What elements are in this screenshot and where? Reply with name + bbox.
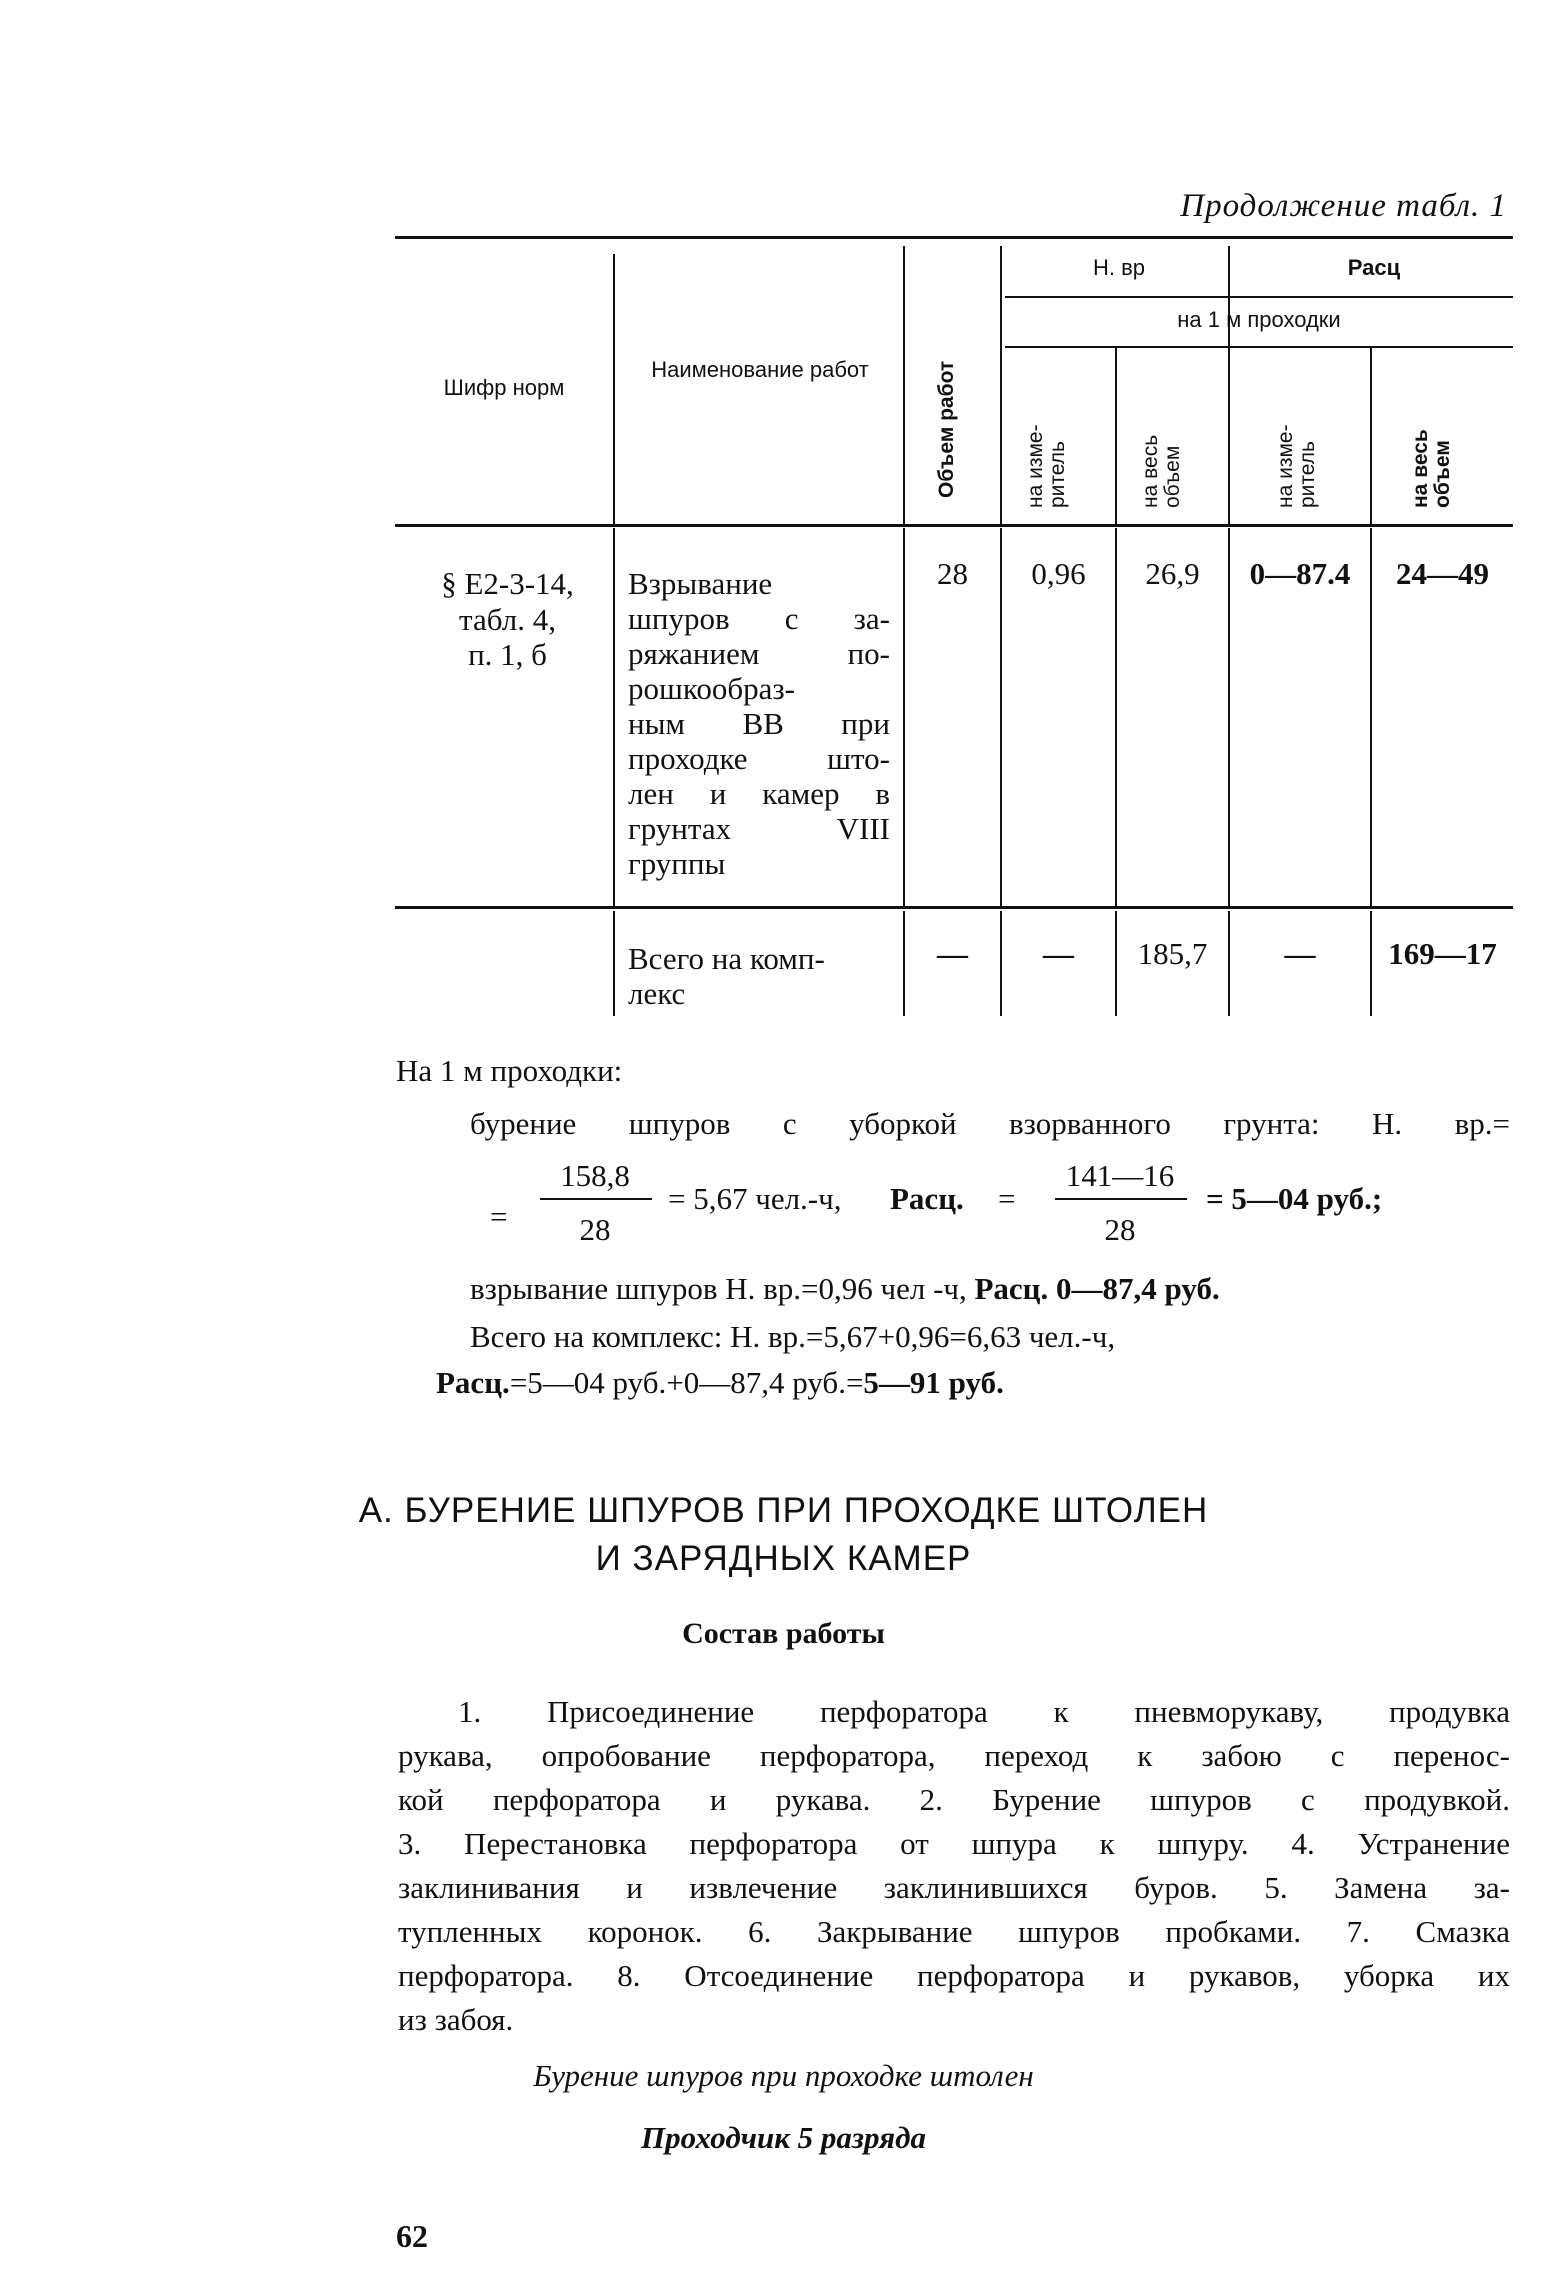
paragraph-line: тупленных коронок. 6. Закрывание шпуров пробками. 7. Смазка <box>398 1914 1510 1949</box>
row-time-total: 26,9 <box>1145 556 1200 591</box>
fraction-bar <box>1055 1198 1187 1200</box>
section-subtitle: Состав работы <box>682 1617 885 1650</box>
calc-rate-label: Расц. <box>890 1181 964 1216</box>
paragraph-line: кой перфоратора и рукава. 2. Бурение шпуров с продувкой. <box>398 1782 1510 1817</box>
header-time-unit: на изме- ритель <box>1024 424 1070 508</box>
fraction-bar <box>540 1198 652 1200</box>
group-header-rule <box>1005 296 1513 298</box>
col-divider <box>613 911 615 1016</box>
calc-intro: На 1 м проходки: <box>396 1053 623 1088</box>
row-name-line: Взрывание <box>628 566 773 601</box>
col-divider <box>903 246 905 526</box>
row-rate-total: 24—49 <box>1396 556 1489 591</box>
calc-blast-rate: Расц. 0—87,4 руб. <box>974 1271 1220 1306</box>
calc-total-rate-result: 5—91 руб. <box>863 1365 1004 1400</box>
row-bottom-rule <box>395 906 1513 909</box>
subsection-italic-title: Бурение шпуров при проходке штолен <box>533 2058 1034 2093</box>
row-name-line: ряжанием по- <box>628 636 890 671</box>
row-code-line: табл. 4, <box>459 601 556 637</box>
row-name-line: ным ВВ при <box>628 706 890 741</box>
paragraph-line: заклинивания и извлечение заклинившихся буров. 5. Замена за- <box>398 1870 1510 1905</box>
col-divider <box>613 254 615 526</box>
total-time-unit: — <box>1043 936 1074 971</box>
row-name-line: грунтах VIII <box>628 811 890 846</box>
calc-total-rate-expr: =5—04 руб.+0—87,4 руб.= <box>509 1365 864 1400</box>
section-title-line2: И ЗАРЯДНЫХ КАМЕР <box>595 1539 972 1578</box>
col-divider <box>1000 246 1002 526</box>
header-time-total: на весь объем <box>1139 434 1185 508</box>
col-divider <box>613 528 615 906</box>
calc-drill-line: бурение шпуров с уборкой взорванного грунта: Н. вр.= <box>470 1106 1510 1141</box>
header-volume: Объем работ <box>935 360 958 498</box>
row-name-line: рошкообраз- <box>628 671 795 706</box>
calc-eq2: = <box>998 1181 1016 1216</box>
header-code: Шифр норм <box>443 375 565 400</box>
row-rate-unit: 0—87.4 <box>1249 556 1351 591</box>
header-name: Наименование работ <box>651 357 869 382</box>
total-name-line: Всего на комп- <box>628 941 825 976</box>
norms-table <box>395 236 1513 1016</box>
table-top-rule <box>395 236 1513 239</box>
calc-total-rate <box>436 1364 1004 1401</box>
header-time-group: Н. вр <box>1092 255 1146 280</box>
total-name <box>628 941 890 1011</box>
row-code-line: § Е2-3-14, <box>441 566 574 601</box>
header-rate-unit: на изме- ритель <box>1274 424 1320 508</box>
calc-blast-line <box>470 1270 1220 1307</box>
total-time-total: 185,7 <box>1137 936 1208 971</box>
table-continuation-caption: Продолжение табл. 1 <box>1180 188 1507 224</box>
section-title-line1: А. БУРЕНИЕ ШПУРОВ ПРИ ПРОХОДКЕ ШТОЛЕН <box>358 1491 1209 1530</box>
paragraph-line: 1. Присоединение перфоратора к пневморукаву, продувка <box>458 1694 1510 1729</box>
paragraph-line: 3. Перестановка перфоратора от шпура к шпуру. 4. Устранение <box>398 1826 1510 1861</box>
total-volume: — <box>937 936 968 971</box>
row-code-line: п. 1, б <box>468 637 547 673</box>
work-composition-paragraph <box>398 1690 1510 2042</box>
calc-blast-text: взрывание шпуров Н. вр.=0,96 чел -ч, <box>470 1271 967 1306</box>
paragraph-line: перфоратора. 8. Отсоединение перфоратора и рукавов, уборка их <box>398 1958 1510 1993</box>
col-divider <box>1115 348 1117 526</box>
fraction-denominator: 28 <box>1104 1212 1136 1247</box>
header-per-meter: на 1 м проходки <box>1177 307 1341 332</box>
fraction-denominator: 28 <box>579 1212 611 1247</box>
row-name-line: группы <box>628 846 726 881</box>
total-rate-total: 169—17 <box>1388 936 1497 971</box>
row-time-unit: 0,96 <box>1031 556 1086 591</box>
fraction-numerator: 158,8 <box>560 1158 630 1193</box>
row-name-line: шпуров с за- <box>628 601 890 636</box>
total-name-line: лекс <box>628 976 686 1011</box>
row-code <box>405 566 610 673</box>
calc-result2: = 5—04 руб.; <box>1206 1181 1383 1216</box>
header-rate-total: на весь объем <box>1409 429 1455 508</box>
col-divider <box>1370 348 1372 526</box>
calc-total-rate-label: Расц. <box>436 1365 510 1400</box>
header-rate-group: Расц <box>1347 255 1401 280</box>
paragraph-line: из забоя. <box>398 2002 514 2037</box>
total-rate-unit: — <box>1284 936 1316 971</box>
fraction-numerator: 141—16 <box>1065 1158 1175 1193</box>
calc-eq1: = <box>490 1199 508 1234</box>
row-name <box>628 566 890 881</box>
worker-grade-italic: Проходчик 5 разряда <box>641 2120 926 2155</box>
col-divider <box>1228 246 1230 526</box>
row-name-line: проходке што- <box>628 741 890 776</box>
row-name-line: лен и камер в <box>628 776 890 811</box>
row-volume: 28 <box>937 556 968 591</box>
calc-result1: = 5,67 чел.-ч, <box>668 1181 842 1216</box>
calc-total-line: Всего на комплекс: Н. вр.=5,67+0,96=6,63 чел.-ч, <box>470 1319 1116 1354</box>
page-number: 62 <box>396 2218 428 2254</box>
header-bottom-rule <box>395 524 1513 527</box>
paragraph-line: рукава, опробование перфоратора, переход к забою с перенос- <box>398 1738 1510 1773</box>
